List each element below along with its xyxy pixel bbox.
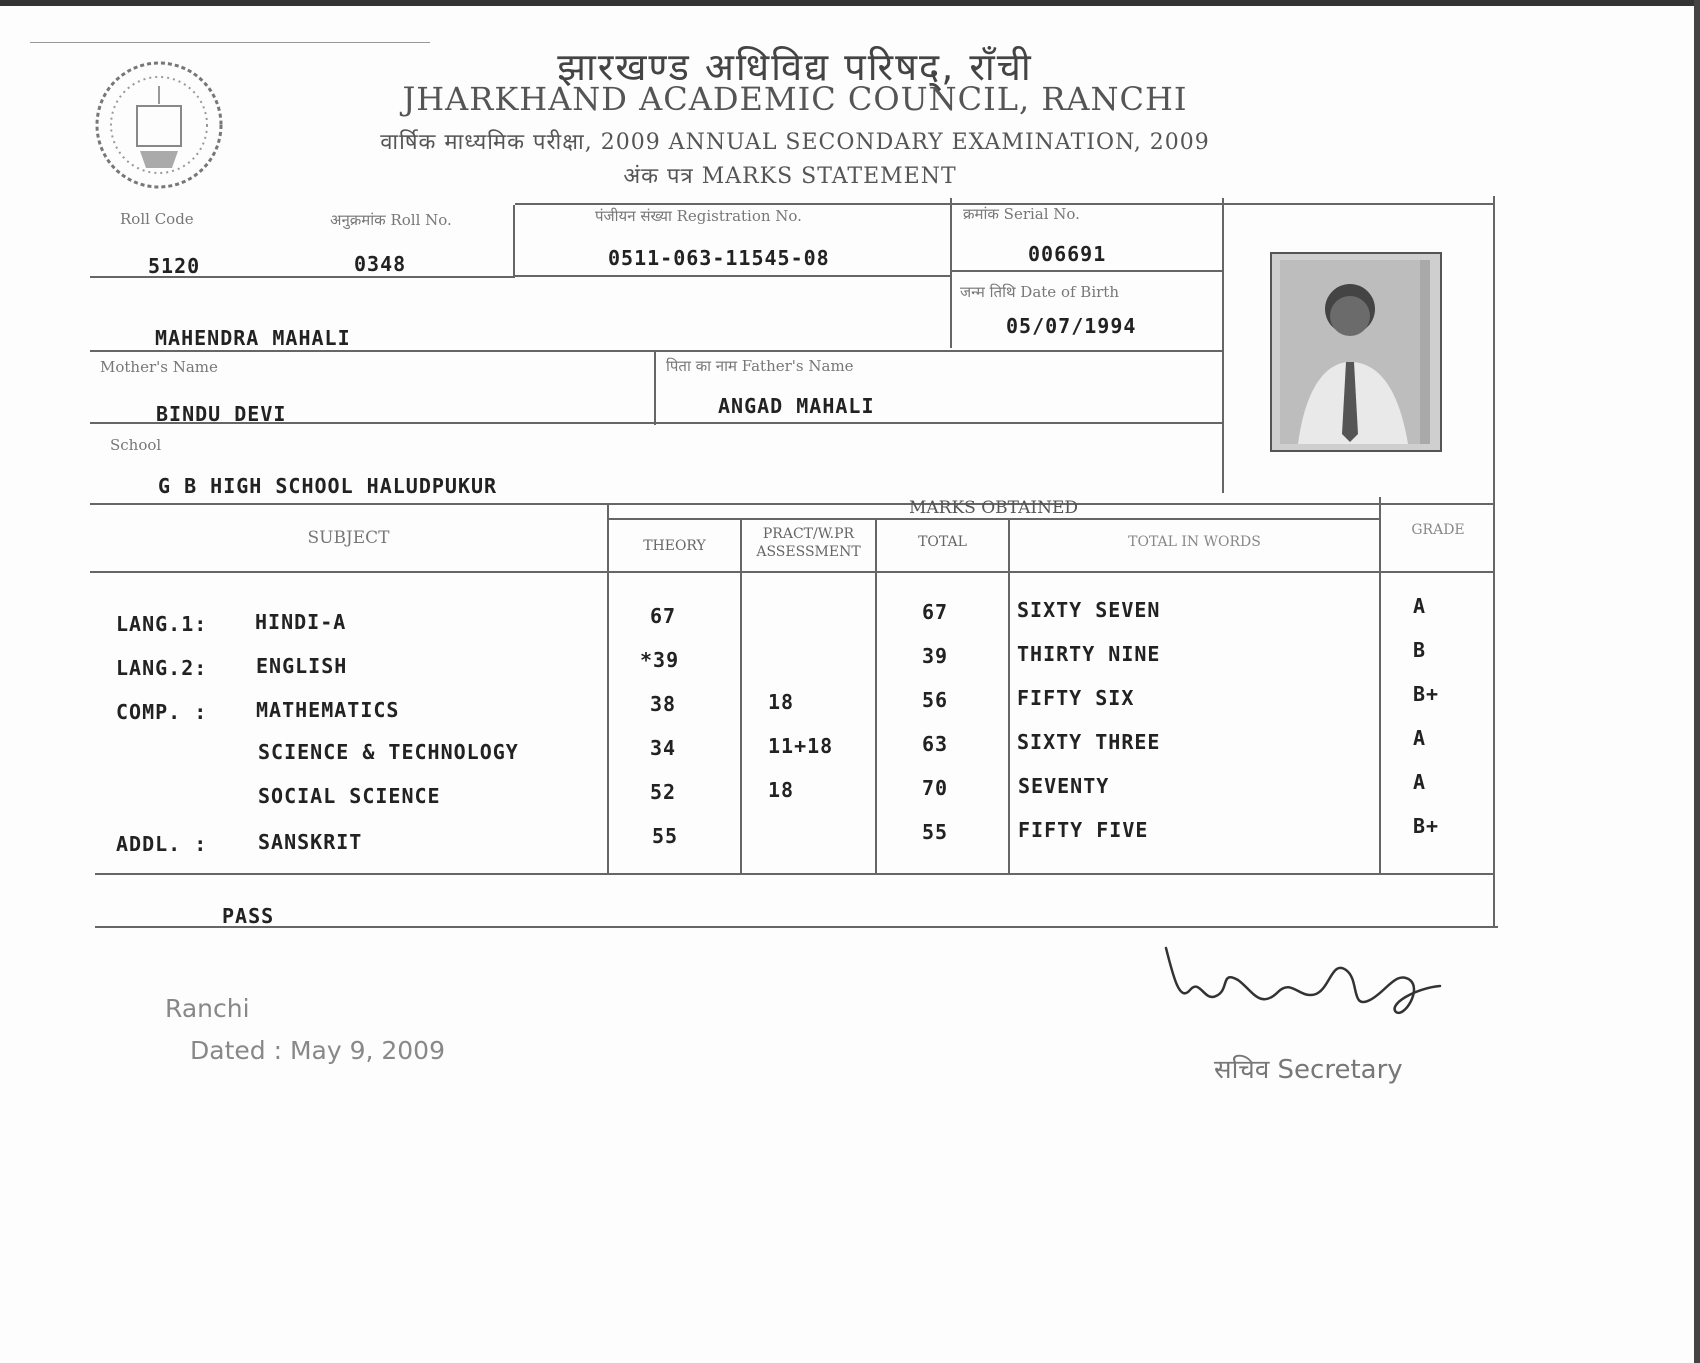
divider [30, 42, 430, 43]
registration-no-label: पंजीयन संख्या Registration No. [595, 207, 802, 225]
mothers-name-label: Mother's Name [100, 358, 218, 376]
grade: B [1413, 638, 1427, 662]
divider [654, 350, 656, 425]
dated-text: Dated : May 9, 2009 [190, 1036, 445, 1065]
subject-group: LANG.2: [116, 656, 208, 680]
subject-name: MATHEMATICS [256, 698, 400, 722]
divider [90, 350, 1222, 352]
serial-no-value: 006691 [1028, 242, 1107, 266]
school-label: School [110, 436, 162, 454]
serial-no-label: क्रमांक Serial No. [963, 205, 1080, 223]
student-photo [1270, 252, 1442, 452]
roll-code-label: Roll Code [120, 210, 194, 228]
pract-header-line2: ASSESSMENT [756, 544, 861, 560]
subject-name: ENGLISH [256, 654, 348, 678]
grade: B+ [1413, 814, 1440, 838]
grade: A [1413, 726, 1427, 750]
statement-title: अंक पत्र MARKS STATEMENT [623, 164, 957, 189]
total-mark: 39 [922, 644, 949, 668]
divider [513, 205, 515, 277]
theory-mark: 55 [652, 824, 679, 848]
theory-mark: 67 [650, 604, 677, 628]
roll-code-value: 5120 [148, 254, 201, 278]
subject-name: SOCIAL SCIENCE [258, 784, 441, 808]
divider [875, 520, 877, 873]
practical-mark: 18 [768, 690, 795, 714]
divider [90, 571, 1495, 573]
mothers-name-value: BINDU DEVI [156, 402, 287, 426]
practical-mark: 18 [768, 778, 795, 802]
scan-top-edge [0, 0, 1700, 6]
total-mark: 55 [922, 820, 949, 844]
total-in-words: SIXTY SEVEN [1017, 598, 1161, 622]
subject-name: HINDI-A [255, 610, 347, 634]
theory-mark: 52 [650, 780, 677, 804]
exam-title: वार्षिक माध्यमिक परीक्षा, 2009 ANNUAL SECONDARY EXAMINATION, 2009 [380, 130, 1210, 155]
student-name-value: MAHENDRA MAHALI [155, 326, 351, 350]
fathers-name-value: ANGAD MAHALI [718, 394, 875, 418]
marks-obtained-header: MARKS OBTAINED [909, 498, 1078, 518]
total-mark: 67 [922, 600, 949, 624]
subject-name: SCIENCE & TECHNOLOGY [258, 740, 519, 764]
divider [1379, 497, 1381, 873]
council-title-hindi: झारखण्ड अधिविद्य परिषद्, राँची [557, 45, 1033, 89]
practical-mark: 11+18 [768, 734, 834, 758]
fathers-name-label: पिता का नाम Father's Name [666, 357, 854, 375]
roll-no-label: अनुक्रमांक Roll No. [330, 211, 452, 229]
secretary-label: सचिव Secretary [1214, 1055, 1403, 1085]
pract-header-line1: PRACT/W.PR [762, 526, 855, 542]
theory-header: THEORY [643, 538, 706, 554]
subject-group: ADDL. : [116, 832, 208, 856]
divider [1008, 520, 1010, 873]
dob-label: जन्म तिथि Date of Birth [960, 283, 1119, 301]
place-text: Ranchi [165, 994, 250, 1023]
subject-header: SUBJECT [307, 528, 390, 548]
grade-header: GRADE [1411, 522, 1465, 538]
secretary-signature [1160, 940, 1460, 1030]
roll-no-value: 0348 [354, 252, 407, 276]
total-header: TOTAL [918, 534, 967, 550]
theory-mark: 34 [650, 736, 677, 760]
total-in-words: FIFTY SIX [1017, 686, 1135, 710]
divider [1222, 198, 1224, 493]
council-title-english: JHARKHAND ACADEMIC COUNCIL, RANCHI [402, 80, 1188, 118]
total-mark: 70 [922, 776, 949, 800]
total-in-words-header: TOTAL IN WORDS [1128, 534, 1261, 550]
council-seal-icon [92, 56, 226, 194]
dob-value: 05/07/1994 [1006, 314, 1137, 338]
theory-mark: *39 [640, 648, 680, 672]
divider [607, 503, 609, 873]
grade: A [1413, 594, 1427, 618]
total-in-words: THIRTY NINE [1017, 642, 1161, 666]
total-in-words: SIXTY THREE [1017, 730, 1161, 754]
grade: A [1413, 770, 1427, 794]
divider [513, 275, 950, 277]
divider [1493, 196, 1495, 926]
divider [95, 926, 1498, 928]
grade: B+ [1413, 682, 1440, 706]
divider [607, 518, 1380, 520]
result-value: PASS [222, 904, 275, 928]
school-value: G B HIGH SCHOOL HALUDPUKUR [158, 474, 498, 498]
subject-group: COMP. : [116, 700, 208, 724]
registration-no-value: 0511-063-11545-08 [608, 246, 830, 270]
subject-name: SANSKRIT [258, 830, 363, 854]
divider [952, 270, 1222, 272]
total-mark: 56 [922, 688, 949, 712]
divider [95, 873, 1495, 875]
theory-mark: 38 [650, 692, 677, 716]
scan-right-edge [1694, 0, 1700, 1363]
divider [950, 198, 952, 348]
subject-group: LANG.1: [116, 612, 208, 636]
total-in-words: SEVENTY [1018, 774, 1110, 798]
total-mark: 63 [922, 732, 949, 756]
student-portrait-icon [1272, 254, 1440, 450]
total-in-words: FIFTY FIVE [1018, 818, 1149, 842]
divider [740, 520, 742, 873]
